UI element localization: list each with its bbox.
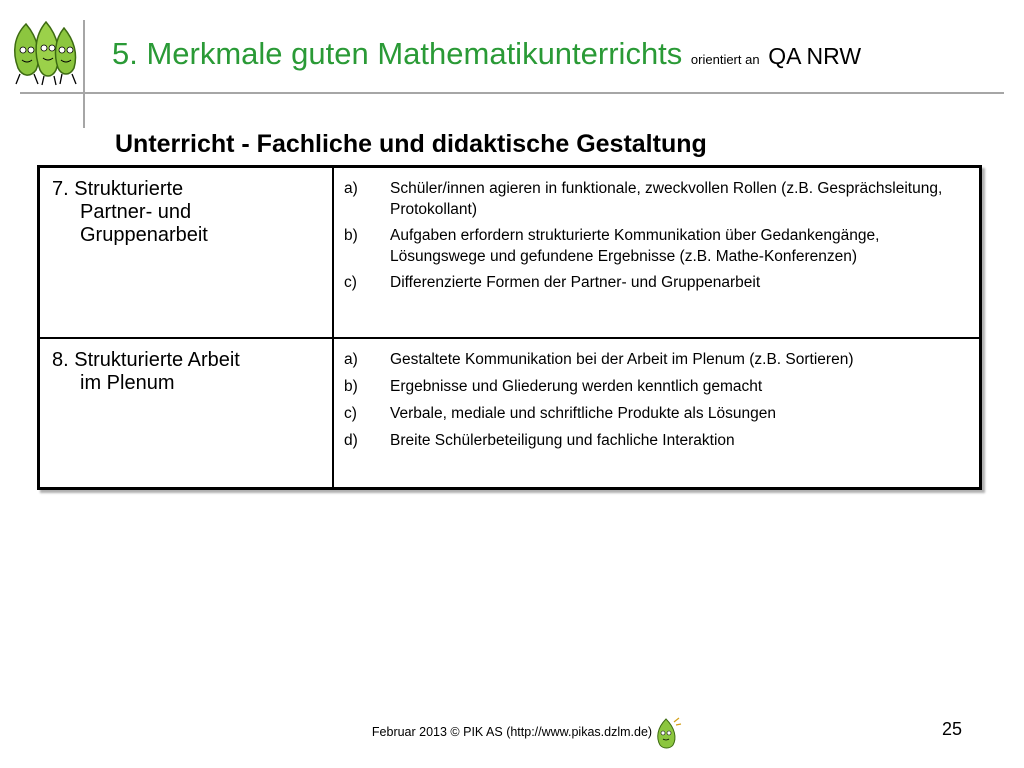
row-label-line: 7. Strukturierte: [52, 178, 184, 200]
list-item: [344, 272, 969, 293]
item-text: Gestaltete Kommunikation bei der Arbeit im Plenum (z.B. Sortieren): [390, 350, 854, 368]
row-label-line: im Plenum: [80, 371, 175, 394]
item-text: Breite Schülerbeteiligung und fachliche Interaktion: [390, 431, 735, 449]
item-text: Schüler/innen agieren in funktionale, zweckvollen Rollen (z.B. Gesprächsleitung, Protokollant): [390, 180, 943, 218]
slide-title: [112, 34, 861, 80]
section-subtitle: Unterricht - Fachliche und didaktische Gestaltung: [115, 130, 707, 158]
item-key: d): [344, 431, 358, 449]
table-row: [39, 338, 981, 489]
row-items: [333, 338, 981, 489]
row-label: [39, 167, 334, 338]
list-item: [344, 178, 969, 220]
row-label-line: Partner- und: [80, 201, 192, 223]
item-text: Aufgaben erfordern strukturierte Kommunikation über Gedankengänge, Lösungswege und gefundene Ergebnisse (z.B. Mathe-Konferenzen): [390, 227, 880, 265]
item-key: b): [344, 377, 358, 395]
item-text: Ergebnisse und Gliederung werden kenntlich gemacht: [390, 377, 763, 395]
row-label: [39, 338, 334, 489]
list-item: [344, 403, 969, 424]
horizontal-rule: [20, 92, 1004, 94]
footer-text: Februar 2013 © PIK AS (http://www.pikas.dzlm.de): [371, 725, 653, 739]
title-qa: QA NRW: [768, 43, 862, 69]
item-text: Differenzierte Formen der Partner- und Gruppenarbeit: [390, 274, 761, 291]
item-text: Verbale, mediale und schriftliche Produkte als Lösungen: [390, 404, 777, 422]
leaf-mascots-logo: [8, 18, 80, 86]
vertical-rule: [83, 20, 85, 128]
title-small: orientiert an: [690, 52, 760, 67]
item-key: c): [344, 404, 357, 422]
list-item: [344, 376, 969, 397]
row-label-line: 8. Strukturierte Arbeit: [52, 348, 240, 371]
page-number: 25: [942, 719, 963, 739]
list-item: [344, 430, 969, 451]
leaf-mascot-icon: [652, 716, 682, 750]
item-key: a): [344, 350, 358, 368]
criteria-table: [37, 165, 982, 490]
item-key: a): [344, 180, 358, 197]
item-key: c): [344, 274, 357, 291]
row-label-line: Gruppenarbeit: [80, 224, 208, 246]
title-main: 5. Merkmale guten Mathematikunterrichts: [112, 36, 683, 71]
list-item: [344, 225, 969, 267]
item-key: b): [344, 227, 358, 244]
table-row: [39, 167, 981, 338]
row-items: [333, 167, 981, 338]
list-item: [344, 349, 969, 370]
